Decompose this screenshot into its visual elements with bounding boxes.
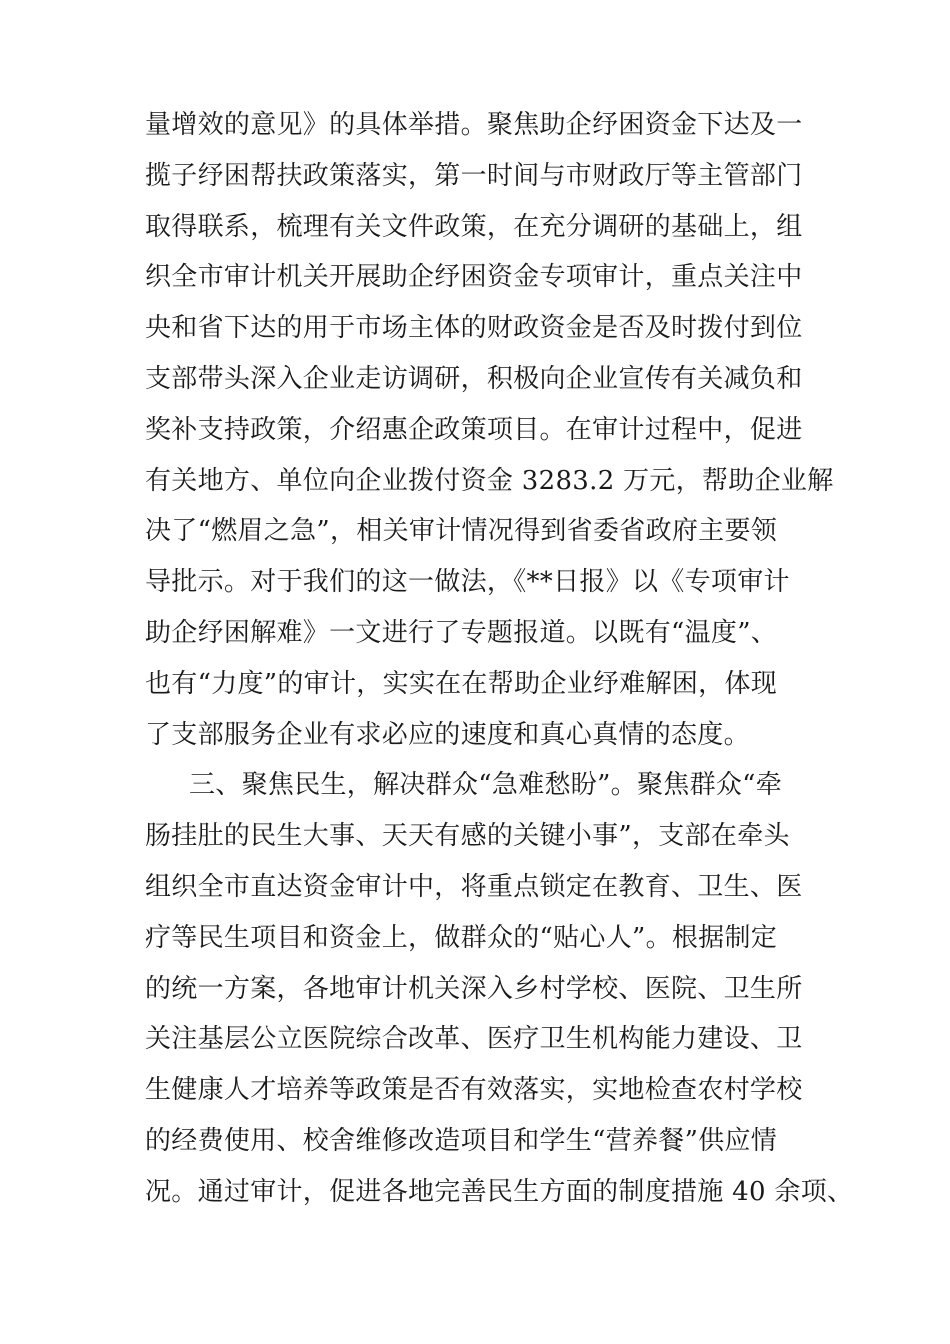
text-line: 况。通过审计，促进各地完善民生方面的制度措施 40 余项、 [145, 1176, 854, 1207]
section-heading-line: 三、聚焦民生，解决群众“急难愁盼”。聚焦群众“牵 [189, 770, 783, 801]
text-line: 支部带头深入企业走访调研，积极向企业宣传有关减负和 [145, 363, 803, 394]
text-line: 的经费使用、校舍维修改造项目和学生“营养餐”供应情 [145, 1125, 778, 1156]
text-line: 的统一方案，各地审计机关深入乡村学校、医院、卫生所 [145, 973, 803, 1004]
text-line: 央和省下达的用于市场主体的财政资金是否及时拨付到位 [145, 313, 803, 344]
text-line: 组织全市直达资金审计中，将重点锁定在教育、卫生、医 [145, 871, 803, 902]
text-line: 关注基层公立医院综合改革、医疗卫生机构能力建设、卫 [145, 1024, 803, 1055]
text-line: 导批示。对于我们的这一做法，《**日报》以《专项审计 [145, 567, 790, 598]
text-line: 织全市审计机关开展助企纾困资金专项审计，重点关注中 [145, 262, 803, 293]
text-line: 量增效的意见》的具体举措。聚焦助企纾困资金下达及一 [145, 110, 803, 140]
text-line: 揽子纾困帮扶政策落实，第一时间与市财政厅等主管部门 [145, 160, 803, 191]
text-line: 疗等民生项目和资金上，做群众的“贴心人”。根据制定 [145, 922, 778, 953]
text-line: 助企纾困解难》一文进行了专题报道。以既有“温度”、 [145, 617, 778, 648]
body-text [145, 100, 854, 1218]
text-line: 有关地方、单位向企业拨付资金 3283.2 万元，帮助企业解 [145, 465, 834, 496]
text-line: 肠挂肚的民生大事、天天有感的关键小事”，支部在牵头 [145, 821, 790, 852]
text-line: 了支部服务企业有求必应的速度和真心真情的态度。 [145, 719, 750, 750]
text-line: 决了“燃眉之急”，相关审计情况得到省委省政府主要领 [145, 516, 778, 547]
text-line: 奖补支持政策，介绍惠企政策项目。在审计过程中，促进 [145, 414, 803, 445]
text-line: 生健康人才培养等政策是否有效落实，实地检查农村学校 [145, 1075, 803, 1106]
text-line: 也有“力度”的审计，实实在在帮助企业纾难解困，体现 [145, 668, 778, 699]
text-line: 取得联系，梳理有关文件政策，在充分调研的基础上，组 [145, 211, 803, 242]
